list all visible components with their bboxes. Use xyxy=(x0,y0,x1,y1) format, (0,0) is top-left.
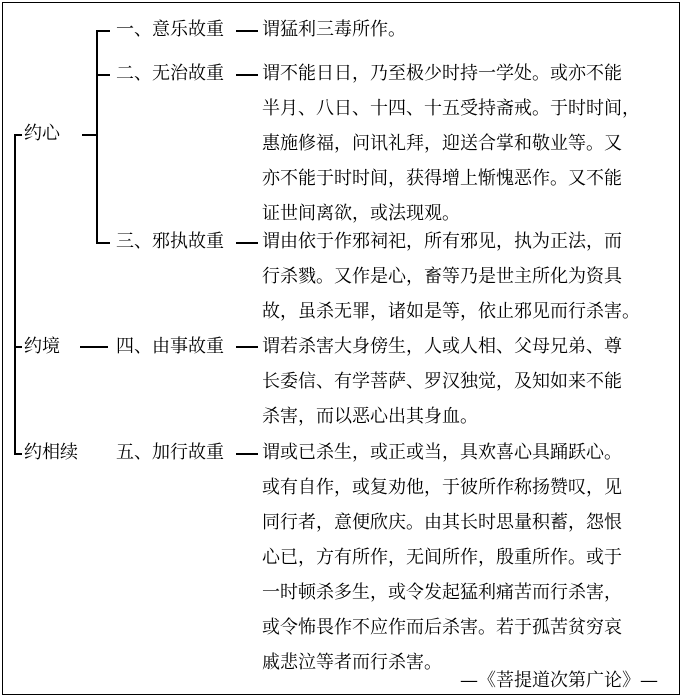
item-body xyxy=(262,224,640,329)
item-title: 三、邪执故重 xyxy=(116,231,224,252)
body-line: 谓或已杀生，或正或当，具欢喜心具踊跃心。 xyxy=(262,442,622,463)
dash xyxy=(236,74,258,76)
item-body xyxy=(262,12,406,47)
item-body xyxy=(262,329,622,434)
connector xyxy=(82,134,96,136)
category-label: 约境 xyxy=(24,336,60,357)
item-title: 四、由事故重 xyxy=(116,336,224,357)
source-citation: —《菩提道次第广论》— xyxy=(460,670,658,691)
body-line: 心已，方有所作，无间所作，殷重所作。或于 xyxy=(262,547,622,568)
bracket-branch-1 xyxy=(14,134,22,136)
item-body xyxy=(262,56,640,231)
bracket-branch-2 xyxy=(14,346,22,348)
body-line: 惠施修福，问讯礼拜，迎送合掌和敬业等。又 xyxy=(262,133,622,154)
sub-bracket-branch-1 xyxy=(96,30,110,32)
body-line: 一时顿杀多生，或令发起猛利痛苦而行杀害， xyxy=(262,582,622,603)
connector xyxy=(80,346,108,348)
body-line: 或有自作，或复劝他，于彼所作称扬赞叹，见 xyxy=(262,477,622,498)
sub-bracket-branch-2 xyxy=(96,74,110,76)
dash xyxy=(236,453,258,455)
body-line: 半月、八日、十四、十五受持斋戒。于时时间， xyxy=(262,98,640,119)
sub-bracket-branch-3 xyxy=(96,242,110,244)
body-line: 谓不能日日，乃至极少时持一学处。或亦不能 xyxy=(262,63,622,84)
bracket-branch-3 xyxy=(14,453,22,455)
sub-bracket-trunk xyxy=(96,30,98,242)
body-line: 谓由依于作邪祠祀，所有邪见，执为正法，而 xyxy=(262,231,622,252)
body-line: 故，虽杀无罪，诸如是等，依止邪见而行杀害。 xyxy=(262,301,640,322)
body-line: 戚悲泣等者而行杀害。 xyxy=(262,652,442,673)
body-line: 同行者，意便欣庆。由其长时思量积蓄，怨恨 xyxy=(262,512,622,533)
dash xyxy=(236,346,258,348)
item-body xyxy=(262,435,622,680)
category-label: 约心 xyxy=(24,123,60,144)
body-line: 杀害，而以恶心出其身血。 xyxy=(262,406,478,427)
dash xyxy=(236,30,258,32)
dash xyxy=(236,242,258,244)
body-line: 行杀戮。又作是心，畜等乃是世主所化为资具 xyxy=(262,266,622,287)
body-line: 谓猛利三毒所作。 xyxy=(262,19,406,40)
item-title: 五、加行故重 xyxy=(116,442,224,463)
body-line: 谓若杀害大身傍生，人或人相、父母兄弟、尊 xyxy=(262,336,622,357)
body-line: 亦不能于时时间，获得增上惭愧恶作。又不能 xyxy=(262,168,622,189)
body-line: 或令怖畏作不应作而后杀害。若于孤苦贫穷哀 xyxy=(262,617,622,638)
category-label: 约相续 xyxy=(24,442,78,463)
item-title: 二、无治故重 xyxy=(116,63,224,84)
body-line: 长委信、有学菩萨、罗汉独觉，及知如来不能 xyxy=(262,371,622,392)
item-title: 一、意乐故重 xyxy=(116,19,224,40)
body-line: 证世间离欲，或法现观。 xyxy=(262,203,460,224)
bracket-trunk xyxy=(14,134,16,454)
